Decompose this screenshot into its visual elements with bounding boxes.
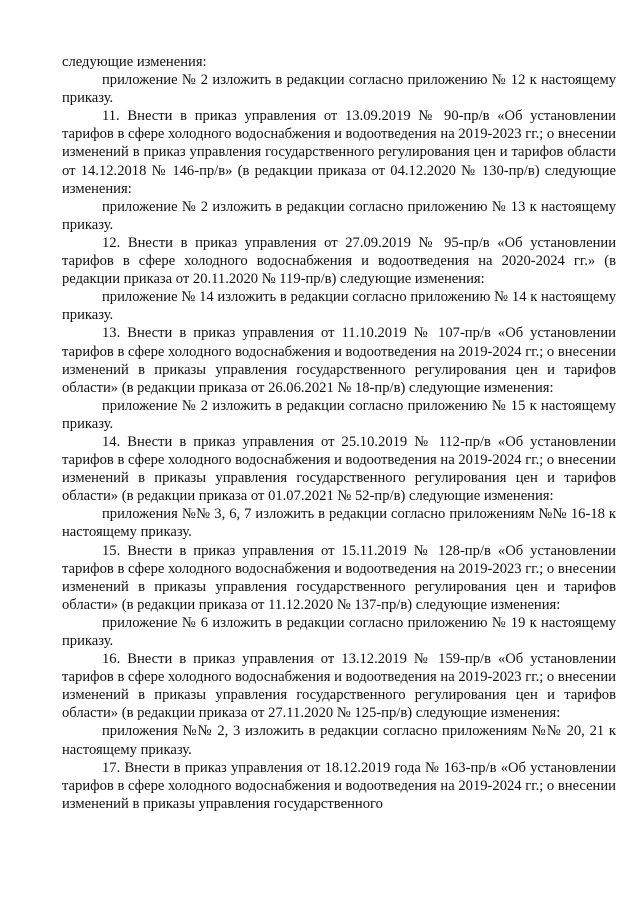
paragraph-intro: следующие изменения: (62, 54, 207, 70)
paragraph-item-11: 11. Внести в приказ управления от 13.09.2019 № 90-пр/в «Об установлении тарифов в сфере холодного водоснабжения и водоотведения на 2019-2023 гг.; о внесении изменений в приказ управления государственного регулирования цен и тарифов области от 14.12.2018 № 146-пр/в» (в редакции приказа от 04.12.2020 № 130-пр/в) следующие изменения: (62, 108, 616, 197)
paragraph-item-14: 14. Внести в приказ управления от 25.10.2019 № 112-пр/в «Об установлении тарифов в сфере холодного водоснабжения и водоотведения на 2019-2024 гг.; о внесении изменений в приказы управления государственного регулирования цен и тарифов области» (в редакции приказа от 01.07.2021 № 52-пр/в) следующие изменения: (62, 433, 616, 505)
paragraph-amendment: приложение № 14 изложить в редакции согласно приложению № 14 к настоящему приказу. (62, 289, 616, 324)
paragraph-item-17: 17. Внести в приказ управления от 18.12.2019 года № 163-пр/в «Об установлении тарифов в сфере холодного водоснабжения и водоотведения на 2019-2024 гг.; о внесении изменений в приказы управления государственного (62, 759, 616, 812)
paragraph-amendment: приложение № 2 изложить в редакции согласно приложению № 12 к настоящему приказу. (62, 72, 616, 107)
paragraph-amendment: приложение № 2 изложить в редакции согласно приложению № 15 к настоящему приказу. (62, 397, 616, 432)
paragraph-amendment: приложения №№ 3, 6, 7 изложить в редакции согласно приложениям №№ 16-18 к настоящему приказу. (62, 506, 616, 541)
document-body (62, 53, 616, 813)
paragraph-amendment: приложение № 6 изложить в редакции согласно приложению № 19 к настоящему приказу. (62, 614, 616, 649)
paragraph-item-16: 16. Внести в приказ управления от 13.12.2019 № 159-пр/в «Об установлении тарифов в сфере холодного водоснабжения и водоотведения на 2019-2023 гг.; о внесении изменений в приказы управления государственного регулирования цен и тарифов области» (в редакции приказа от 27.11.2020 № 125-пр/в) следующие изменения: (62, 651, 616, 722)
paragraph-amendment: приложения №№ 2, 3 изложить в редакции согласно приложениям №№ 20, 21 к настоящему приказу. (62, 723, 616, 758)
paragraph-item-12: 12. Внести в приказ управления от 27.09.2019 № 95-пр/в «Об установлении тарифов в сфере холодного водоснабжения и водоотведения на 2020-2024 гг.» (в редакции приказа от 20.11.2020 № 119-пр/в) следующие изменения: (62, 234, 616, 288)
paragraph-amendment: приложение № 2 изложить в редакции согласно приложению № 13 к настоящему приказу. (62, 198, 616, 233)
paragraph-item-15: 15. Внести в приказ управления от 15.11.2019 № 128-пр/в «Об установлении тарифов в сфере холодного водоснабжения и водоотведения на 2019-2023 гг.; о внесении изменений в приказы управления государственного регулирования цен и тарифов области» (в редакции приказа от 11.12.2020 № 137-пр/в) следующие изменения: (62, 542, 616, 613)
paragraph-item-13: 13. Внести в приказ управления от 11.10.2019 № 107-пр/в «Об установлении тарифов в сфере холодного водоснабжения и водоотведения на 2019-2024 гг.; о внесении изменений в приказы управления государственного регулирования цен и тарифов области» (в редакции приказа от 26.06.2021 № 18-пр/в) следующие изменения: (62, 325, 616, 396)
